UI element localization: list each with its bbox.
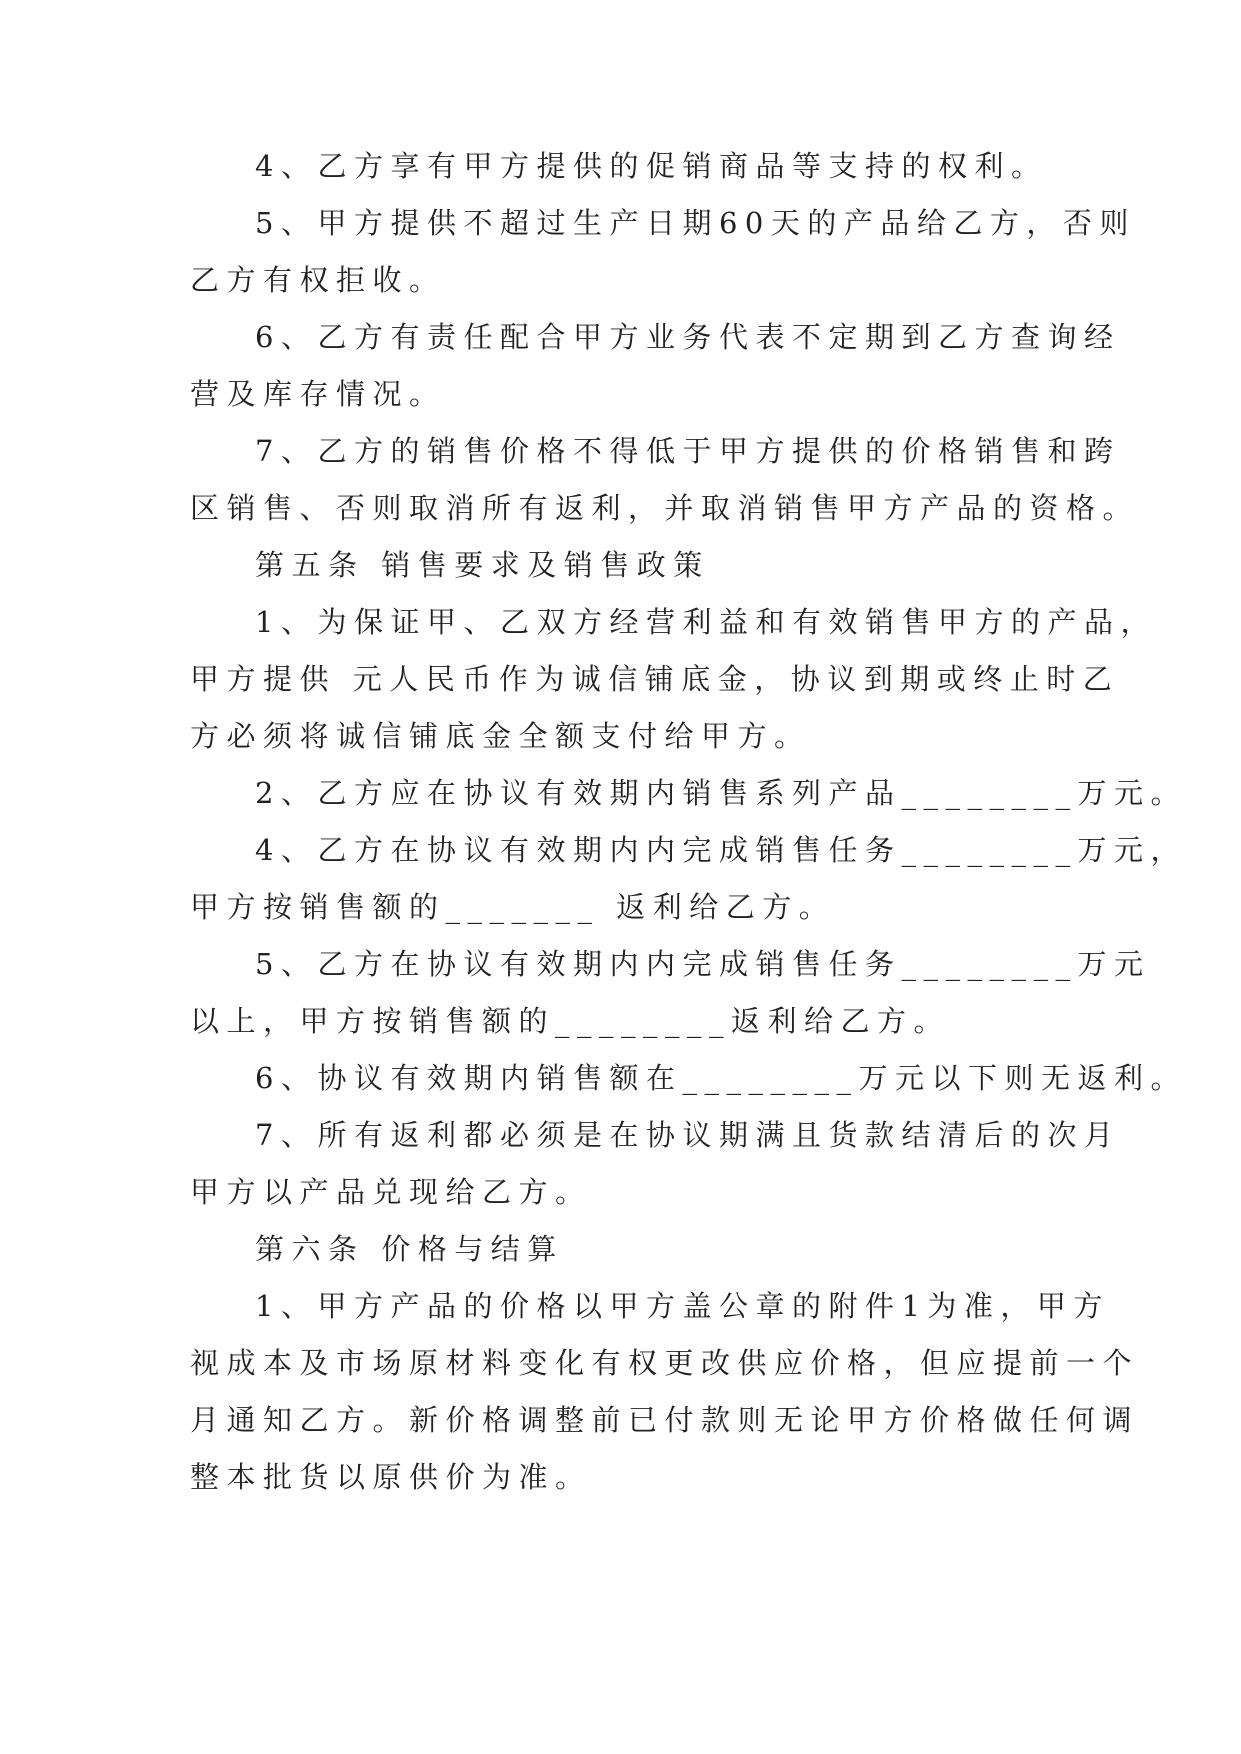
s6-clause-1-price: 1、甲方产品的价格以甲方盖公章的附件1为准，甲方: [255, 1289, 1110, 1323]
s5-clause-5-continuation: 以上，甲方按销售额的________返利给乙方。: [190, 1004, 951, 1038]
s5-clause-7-continuation: 甲方以产品兑现给乙方。: [190, 1175, 592, 1209]
clause-6-continuation: 营及库存情况。: [190, 377, 446, 411]
clause-6-inspection: 6、乙方有责任配合甲方业务代表不定期到乙方查询经: [255, 320, 1121, 354]
s6-clause-1-continuation-c: 整本批货以原供价为准。: [190, 1460, 592, 1494]
s5-clause-4-continuation: 甲方按销售额的_______ 返利给乙方。: [190, 890, 836, 924]
s6-clause-1-continuation-a: 视成本及市场原材料变化有权更改供应价格，但应提前一个: [190, 1346, 1140, 1380]
section-6-heading: 第六条 价格与结算: [255, 1232, 564, 1266]
clause-5-production-date: 5、甲方提供不超过生产日期60天的产品给乙方，否则: [255, 206, 1136, 240]
clause-4-rights: 4、乙方享有甲方提供的促销商品等支持的权利。: [255, 149, 1048, 183]
s6-clause-1-continuation-b: 月通知乙方。新价格调整前已付款则无论甲方价格做任何调: [190, 1403, 1140, 1437]
s5-clause-6-no-rebate: 6、协议有效期内销售额在________万元以下则无返利。: [255, 1061, 1187, 1095]
clause-7-pricing: 7、乙方的销售价格不得低于甲方提供的价格销售和跨: [255, 434, 1121, 468]
s5-clause-2-sales-target: 2、乙方应在协议有效期内销售系列产品________万元。: [255, 776, 1187, 810]
s5-clause-1-continuation-a: 甲方提供 元人民币作为诚信铺底金，协议到期或终止时乙: [190, 662, 1120, 696]
clause-7-continuation: 区销售、否则取消所有返利，并取消销售甲方产品的资格。: [190, 491, 1140, 525]
clause-5-continuation: 乙方有权拒收。: [190, 263, 446, 297]
s5-clause-1-deposit: 1、为保证甲、乙双方经营利益和有效销售甲方的产品，: [255, 605, 1157, 639]
s5-clause-1-continuation-b: 方必须将诚信铺底金全额支付给甲方。: [190, 719, 811, 753]
s5-clause-5-rebate: 5、乙方在协议有效期内内完成销售任务________万元: [255, 947, 1151, 981]
s5-clause-4-rebate: 4、乙方在协议有效期内内完成销售任务________万元，: [255, 833, 1187, 867]
section-5-heading: 第五条 销售要求及销售政策: [255, 548, 710, 582]
s5-clause-7-redemption: 7、所有返利都必须是在协议期满且货款结清后的次月: [255, 1118, 1121, 1152]
